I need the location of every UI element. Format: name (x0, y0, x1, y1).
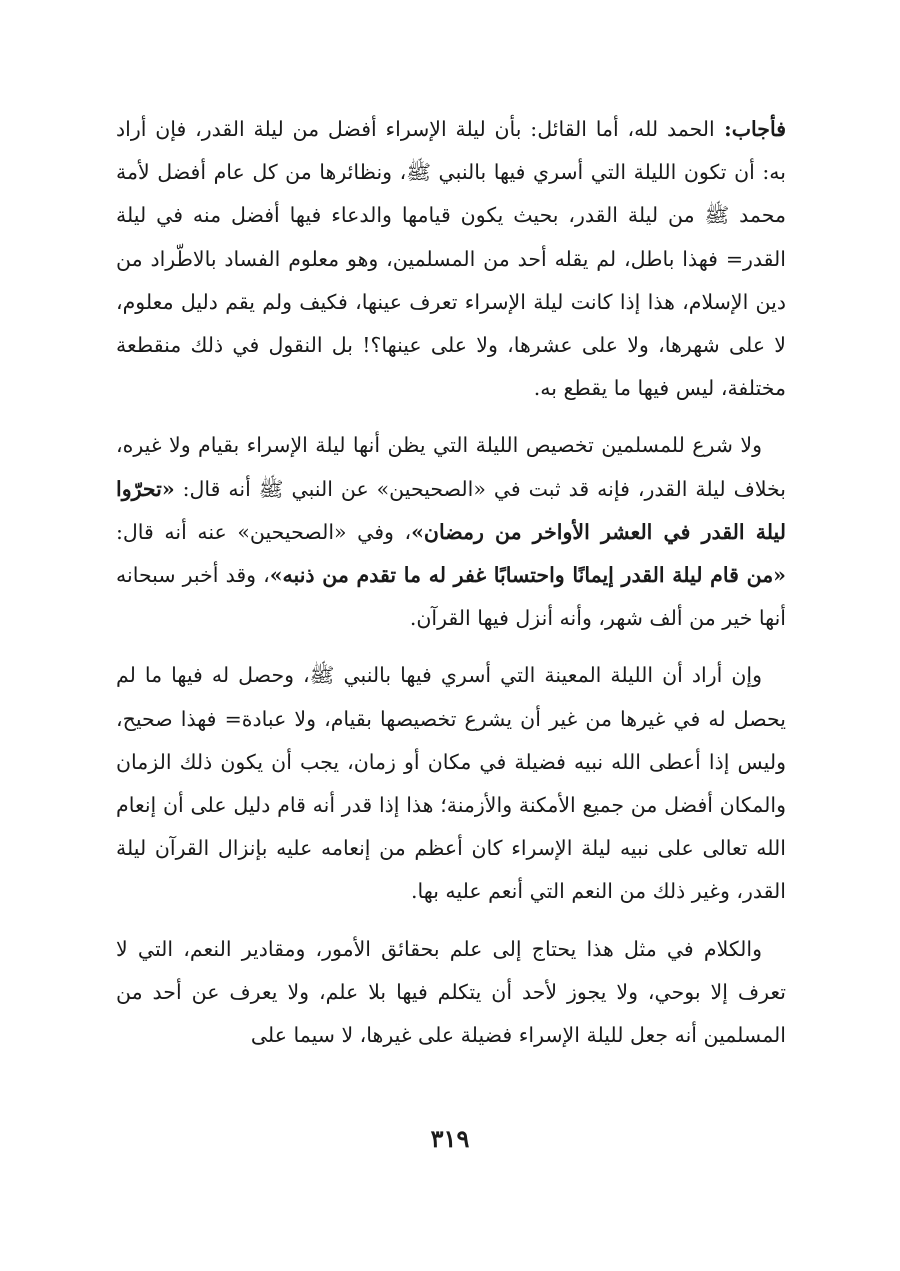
hadith-quote: «تحرّوا ليلة القدر في العشر الأواخر من رمضان» (116, 476, 786, 544)
paragraph-knowledge (116, 928, 786, 1058)
paragraph-text: وإن أراد أن الليلة المعينة التي أسري فيها بالنبي ﷺ، وحصل له فيها ما لم يحصل له في غيرها من غير أن يشرع تخصيصها بقيام، ولا عبادة= فهذا صحيح، وليس إذا أعطى الله نبيه فضيلة في مكان أو زمان، يجب أن يكون ذلك الزمان والمكان أفضل من جميع الأمكنة والأزمنة؛ هذا إذا قدر أنه قام دليل على أن إنعام الله تعالى على نبيه ليلة الإسراء كان أعظم من إنعامه عليه بإنزال القرآن ليلة القدر، وغير ذلك من النعم التي أنعم عليه بها. (116, 663, 786, 904)
page-number: ٣١٩ (430, 1124, 470, 1153)
paragraph-laylat-al-qadr (116, 424, 786, 640)
body-text (116, 108, 786, 1071)
paragraph-text: ، وقد أخبر سبحانه أنها خير من ألف شهر، وأنه أنزل فيها القرآن. (116, 563, 786, 631)
answer-lead: فأجاب: (714, 117, 786, 141)
paragraph-answer (116, 108, 786, 410)
paragraph-specific-night (116, 654, 786, 913)
paragraph-text: ، وفي «الصحيحين» عنه أنه قال: (116, 519, 412, 544)
paragraph-text: والكلام في مثل هذا يحتاج إلى علم بحقائق الأمور، ومقادير النعم، التي لا تعرف إلا بوحي، ولا يجوز لأحد أن يتكلم فيها بلا علم، ولا يعرف عن أحد من المسلمين أنه جعل لليلة الإسراء فضيلة على غيرها، لا سيما على (116, 936, 786, 1048)
hadith-quote: «من قام ليلة القدر إيمانًا واحتسابًا غفر له ما تقدم من ذنبه» (269, 563, 786, 588)
paragraph-text: ولا شرع للمسلمين تخصيص الليلة التي يظن أنها ليلة الإسراء بقيام ولا غيره، بخلاف ليلة القدر، فإنه قد ثبت في «الصحيحين» عن النبي ﷺ أنه قال: (116, 433, 786, 501)
paragraph-text: الحمد لله، أما القائل: بأن ليلة الإسراء أفضل من ليلة القدر، فإن أراد به: أن تكون الليلة التي أسري فيها بالنبي ﷺ، ونظائرها من كل عام أفضل لأمة محمد ﷺ من ليلة القدر، بحيث يكون قيامها والدعاء فيها أفضل منه في ليلة القدر= فهذا باطل، لم يقله أحد من المسلمين، وهو معلوم الفساد بالاطّراد من دين الإسلام، هذا إذا كانت ليلة الإسراء تعرف عينها، فكيف ولم يقم دليل معلوم، لا على شهرها، ولا على عشرها، ولا على عينها؟! بل النقول في ذلك منقطعة مختلفة، ليس فيها ما يقطع به. (116, 117, 786, 401)
